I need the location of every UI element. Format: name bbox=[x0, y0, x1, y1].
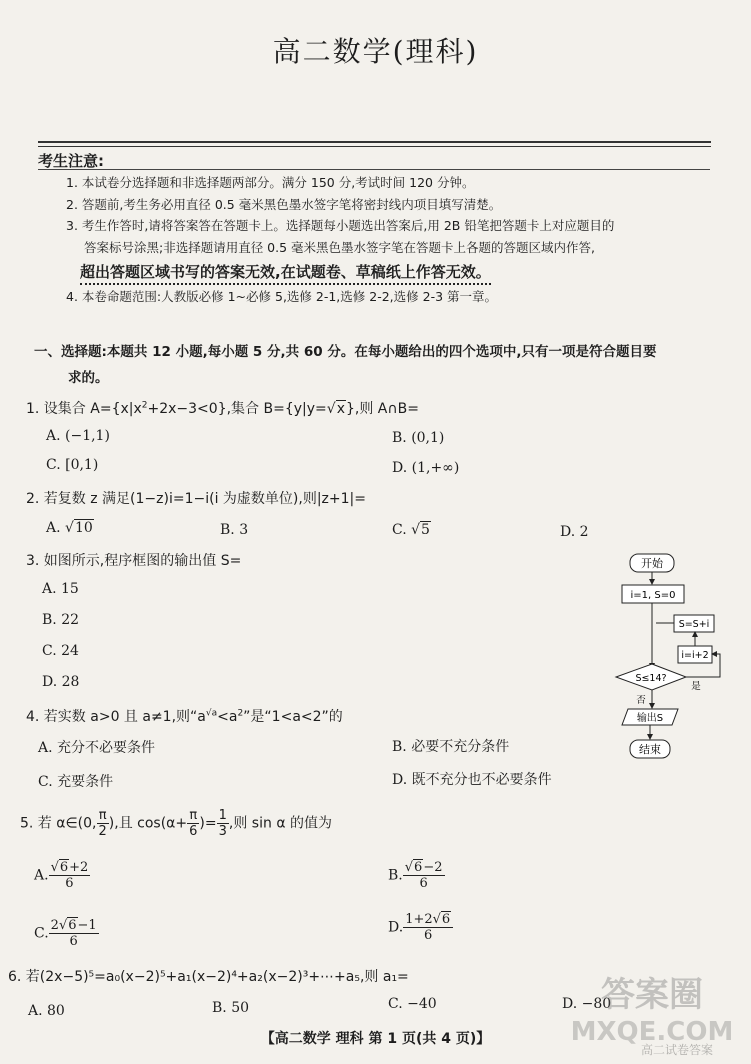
flow-output-label: 输出S bbox=[636, 713, 664, 724]
option-d: D. 28 bbox=[42, 674, 80, 690]
question-4-stem: 4. 若实数 a>0 且 a≠1,则“$a^{√a}<a^2$”是“1<a<2”的 bbox=[26, 708, 343, 725]
watermark-text: 答案圈 bbox=[601, 975, 703, 1015]
option-a: A. 80 bbox=[28, 1003, 65, 1019]
option-a: A. 15 bbox=[42, 581, 79, 597]
option-a: A. 充分不必要条件 bbox=[38, 740, 156, 756]
notice-item: 3. 考生作答时,请将答案答在答题卡上。选择题每小题选出答案后,用 2B 铅笔把答题卡上对应题目的 bbox=[66, 218, 615, 233]
notice-item: 4. 本卷命题范围:人教版必修 1~必修 5,选修 2-1,选修 2-2,选修 2-3 第一章。 bbox=[66, 289, 498, 304]
option-d: D. (1,+∞) bbox=[392, 460, 460, 476]
watermark-text: MXQE.COM bbox=[570, 1017, 734, 1047]
option-c: C. 24 bbox=[42, 643, 79, 659]
option-b: B. 3 bbox=[220, 522, 249, 538]
option-a: A. $\frac{√6+2}{6}$ bbox=[34, 860, 89, 891]
notice-item-bold: 超出答题区域书写的答案无效,在试题卷、草稿纸上作答无效。 bbox=[80, 261, 491, 285]
option-d: D. −80 bbox=[562, 996, 612, 1012]
flow-init-label: i=1, S=0 bbox=[630, 590, 676, 601]
option-b: B. 必要不充分条件 bbox=[392, 739, 510, 755]
notice-item: 答案标号涂黑;非选择题请用直径 0.5 毫米黑色墨水签字笔在答题卡上各题的答题区域内作答, bbox=[84, 240, 596, 255]
option-a: A. √10 bbox=[46, 520, 93, 536]
watermark-logo bbox=[567, 968, 737, 1058]
section-heading: 求的。 bbox=[68, 370, 109, 386]
option-c: C. 充要条件 bbox=[38, 774, 114, 790]
option-b: B. 50 bbox=[212, 1000, 250, 1016]
option-d: D. 既不充分也不必要条件 bbox=[392, 772, 552, 788]
page-footer: 【高二数学 理科 第 1 页(共 4 页)】 bbox=[260, 1031, 491, 1047]
notice-item: 2. 答题前,考生务必用直径 0.5 毫米黑色墨水签字笔将密封线内项目填写清楚。 bbox=[66, 197, 502, 212]
option-a: A. (−1,1) bbox=[46, 428, 110, 444]
watermark-text: 高二试卷答案 bbox=[640, 1043, 714, 1057]
section-heading: 一、选择题:本题共 12 小题,每小题 5 分,共 60 分。在每小题给出的四个选项中,只有一项是符合题目要 bbox=[34, 344, 657, 360]
flow-no-label: 否 bbox=[636, 695, 646, 706]
option-b: B. 22 bbox=[42, 612, 80, 628]
option-c: C. [0,1) bbox=[46, 457, 99, 473]
question-5-stem: 5. 若 α∈(0, $\frac{\pi}{2}$ ),且 cos(α+ $\frac{\pi}{6}$ )= $\frac{1}{3}$ ,则 sin α 的值为 bbox=[20, 808, 332, 839]
option-d: D. 2 bbox=[560, 524, 589, 540]
question-2-stem: 2. 若复数 z 满足(1−z)i=1−i(i 为虚数单位),则|z+1|= bbox=[26, 491, 366, 507]
divider bbox=[38, 141, 711, 143]
flow-update-i-label: i=i+2 bbox=[681, 650, 709, 661]
option-d: D. $\frac{1+2√6}{6}$ bbox=[388, 912, 453, 943]
option-c: C. √5 bbox=[392, 522, 430, 538]
page-title: 高二数学(理科) bbox=[272, 35, 479, 68]
option-b: B. $\frac{√6-2}{6}$ bbox=[388, 860, 443, 891]
flow-start-label: 开始 bbox=[641, 557, 663, 570]
question-6-stem: 6. 若(2x−5)⁵=a₀(x−2)⁵+a₁(x−2)⁴+a₂(x−2)³+⋯+a₅,则 a₁= bbox=[8, 969, 409, 985]
divider bbox=[38, 169, 710, 170]
flow-yes-label: 是 bbox=[691, 681, 701, 692]
notice-item: 1. 本试卷分选择题和非选择题两部分。满分 150 分,考试时间 120 分钟。 bbox=[66, 175, 475, 190]
flowchart bbox=[608, 550, 728, 765]
question-1-stem: 1. 设集合 $A=\{x|x^2+2x-3<0\}$,集合 B={y|y=√x},则 A∩B= bbox=[26, 400, 419, 417]
flow-end-label: 结束 bbox=[639, 743, 661, 756]
question-3-stem: 3. 如图所示,程序框图的输出值 S= bbox=[26, 553, 242, 569]
flow-update-s-label: S=S+i bbox=[678, 619, 710, 630]
notice-heading: 考生注意: bbox=[38, 152, 104, 170]
option-c: C. $\frac{2√6-1}{6}$ bbox=[34, 918, 97, 949]
option-c: C. −40 bbox=[388, 996, 437, 1012]
option-b: B. (0,1) bbox=[392, 430, 445, 446]
divider bbox=[38, 146, 711, 147]
flow-decision-label: S≤14? bbox=[635, 673, 667, 684]
